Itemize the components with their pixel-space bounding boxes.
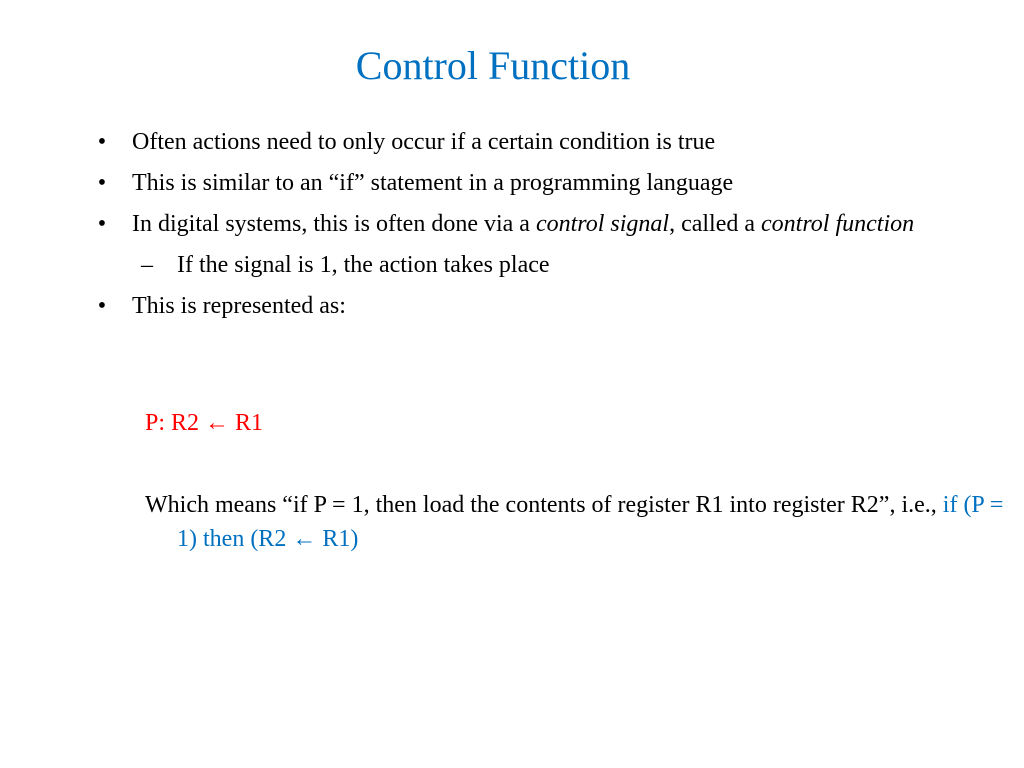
- sub-bullet-dash-icon: –: [141, 252, 153, 278]
- bullet-item: [92, 208, 972, 241]
- bullet-text-part: , called a: [669, 211, 762, 237]
- bullet-italic-term: control function: [761, 211, 915, 237]
- bullet-item: [92, 126, 972, 159]
- bullet-list: [92, 126, 972, 331]
- bullet-text: Often actions need to only occur if a certain condition is true: [132, 129, 716, 155]
- sub-bullet-item: [92, 249, 972, 282]
- explanation-highlight: if (P = 1) then (R2 ← R1): [177, 492, 1004, 552]
- bullet-dot-icon: •: [97, 129, 107, 155]
- bullet-item: [92, 167, 972, 200]
- bullet-dot-icon: •: [97, 293, 107, 319]
- formula-explanation: [145, 488, 1017, 556]
- sub-bullet-text: If the signal is 1, the action takes place: [177, 252, 550, 278]
- explanation-text: Which means “if P = 1, then load the contents of register R1 into register R2”, i.e.,: [145, 492, 943, 518]
- bullet-italic-term: control signal: [535, 211, 670, 237]
- slide-title: Control Function: [355, 43, 631, 88]
- control-function-formula: P: R2 ← R1: [145, 410, 264, 436]
- bullet-text: This is represented as:: [132, 293, 346, 319]
- bullet-text: This is similar to an “if” statement in a programming language: [132, 170, 734, 196]
- bullet-dot-icon: •: [97, 170, 107, 196]
- bullet-dot-icon: •: [97, 211, 107, 237]
- bullet-text-part: In digital systems, this is often done via a: [132, 211, 536, 237]
- bullet-item: [92, 290, 972, 323]
